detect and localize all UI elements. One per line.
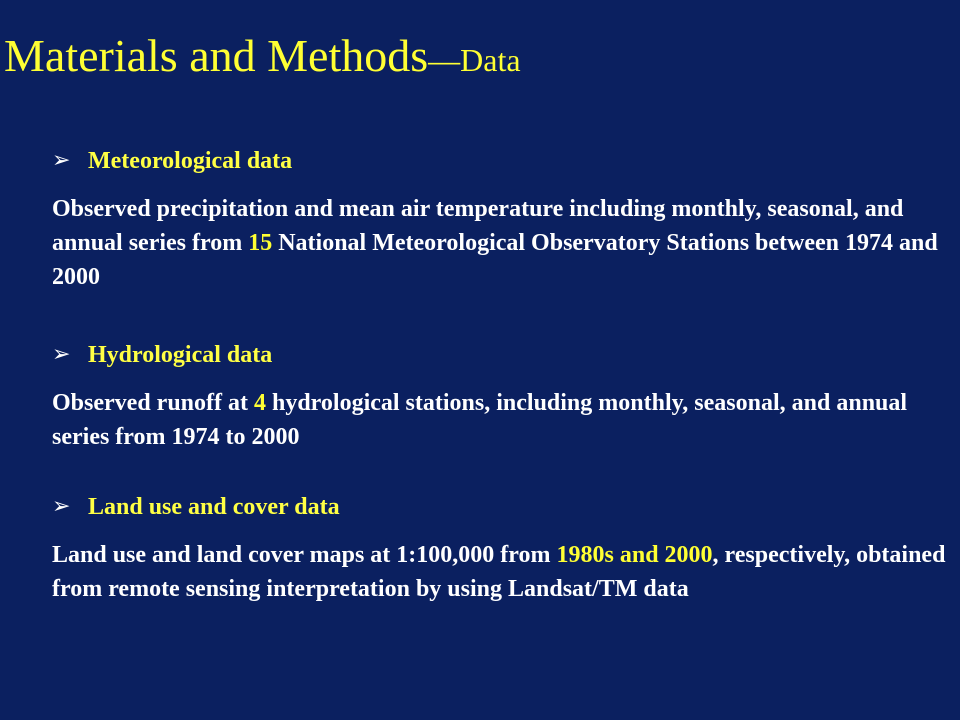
paragraph-text: Land use and land cover maps at 1:100,000 from — [52, 542, 557, 568]
section-paragraph — [52, 386, 952, 454]
section-meteorological — [52, 144, 952, 294]
arrow-bullet-icon: ➢ — [52, 148, 71, 173]
highlight-station-count: 15 — [248, 230, 273, 256]
heading-label: Meteorological data — [88, 148, 293, 174]
highlight-station-count: 4 — [253, 390, 266, 416]
slide-title — [4, 26, 521, 90]
paragraph-text: Observed runoff at — [52, 390, 254, 416]
section-heading-hydrological — [52, 338, 952, 372]
section-paragraph — [52, 538, 952, 606]
arrow-bullet-icon: ➢ — [52, 494, 71, 519]
paragraph-text: Observed precipitation and mean air temperature including monthly, seasonal, and annual series from — [52, 196, 904, 256]
section-paragraph — [52, 192, 952, 294]
title-main: Materials and Methods — [4, 30, 429, 81]
section-hydrological — [52, 338, 952, 454]
highlight-years: 1980s and 2000 — [556, 542, 713, 568]
title-subtitle: —Data — [428, 42, 521, 78]
paragraph-text: National Meteorological Observatory Stations between 1974 and 2000 — [52, 230, 938, 290]
paragraph-text: , respectively, obtained from remote sensing interpretation by using Landsat/TM data — [52, 542, 946, 602]
arrow-bullet-icon: ➢ — [52, 342, 71, 367]
heading-label: Land use and cover data — [88, 494, 340, 520]
section-heading-land-use — [52, 490, 952, 524]
section-land-use — [52, 490, 952, 606]
section-heading-meteorological — [52, 144, 952, 178]
heading-label: Hydrological data — [88, 342, 273, 368]
paragraph-text: hydrological stations, including monthly, seasonal, and annual series from 1974 to 2000 — [52, 390, 908, 450]
